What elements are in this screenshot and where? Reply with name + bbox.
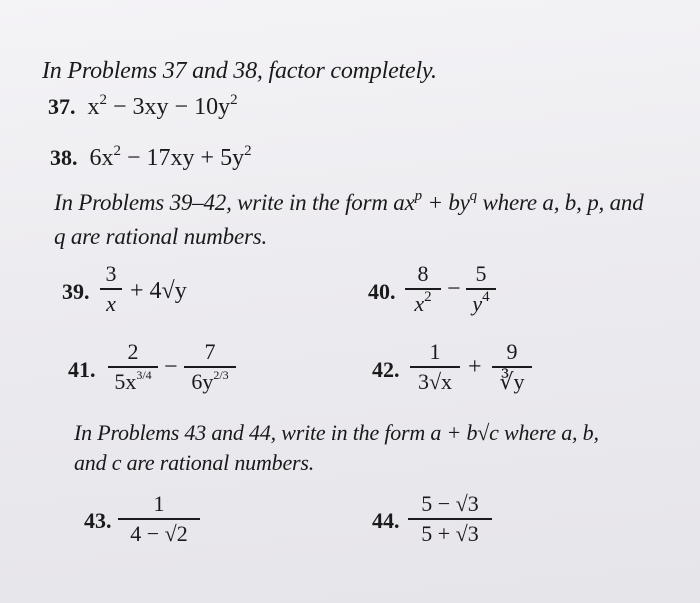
problem-37-expression: $x^2 - 3xy - 10y^2$ xyxy=(87,92,238,120)
problem-41-fraction-2: 7 $6y^{2/3}$ xyxy=(184,340,236,394)
problem-38 xyxy=(50,145,252,172)
problem-38-expression: $6x^2 - 17xy + 5y^2$ xyxy=(89,143,252,171)
problem-number-44: 44. xyxy=(372,508,400,533)
heading-problems-39-42: In Problems 39–42, write in the form $ax^p + by^q$ where a, b, p, and xyxy=(54,188,644,215)
problem-number-40: 40. xyxy=(368,279,396,304)
problem-number: 37. xyxy=(48,94,76,119)
heading-problems-43-44-line2: and c are rational numbers. xyxy=(74,450,315,475)
problem-41-operator: − xyxy=(164,354,178,380)
problem-number-41: 41. xyxy=(68,357,96,382)
problem-42-fraction-1: 1 3√x xyxy=(410,340,460,394)
problem-42-operator: + xyxy=(468,354,482,380)
problem-44-fraction: 5 − √3 5 + √3 xyxy=(408,492,492,546)
problem-41-fraction-1: 2 $5x^{3/4}$ xyxy=(108,340,158,394)
problem-number-43: 43. xyxy=(84,508,112,533)
problem-40-fraction-2: 5 $y^4$ xyxy=(466,262,496,316)
problem-39-fraction: 3 x xyxy=(100,262,122,316)
problem-number-42: 42. xyxy=(372,357,400,382)
problem-39-rest: + 4√y xyxy=(130,278,187,304)
problem-42-fraction-2: 9 ∛y xyxy=(492,340,532,394)
problem-43-fraction: 1 4 − √2 xyxy=(118,492,200,546)
problem-number: 38. xyxy=(50,145,78,170)
problem-40-fraction-1: 8 $x^2$ xyxy=(405,262,441,316)
problem-number-39: 39. xyxy=(62,279,90,304)
heading-problems-37-38: In Problems 37 and 38, factor completely. xyxy=(42,58,437,84)
heading-problems-43-44: In Problems 43 and 44, write in the form a + b√c where a, b, xyxy=(74,420,599,445)
problem-37 xyxy=(48,94,238,121)
heading-problems-39-42-line2: q are rational numbers. xyxy=(54,224,268,249)
problem-40-operator: − xyxy=(447,276,461,302)
